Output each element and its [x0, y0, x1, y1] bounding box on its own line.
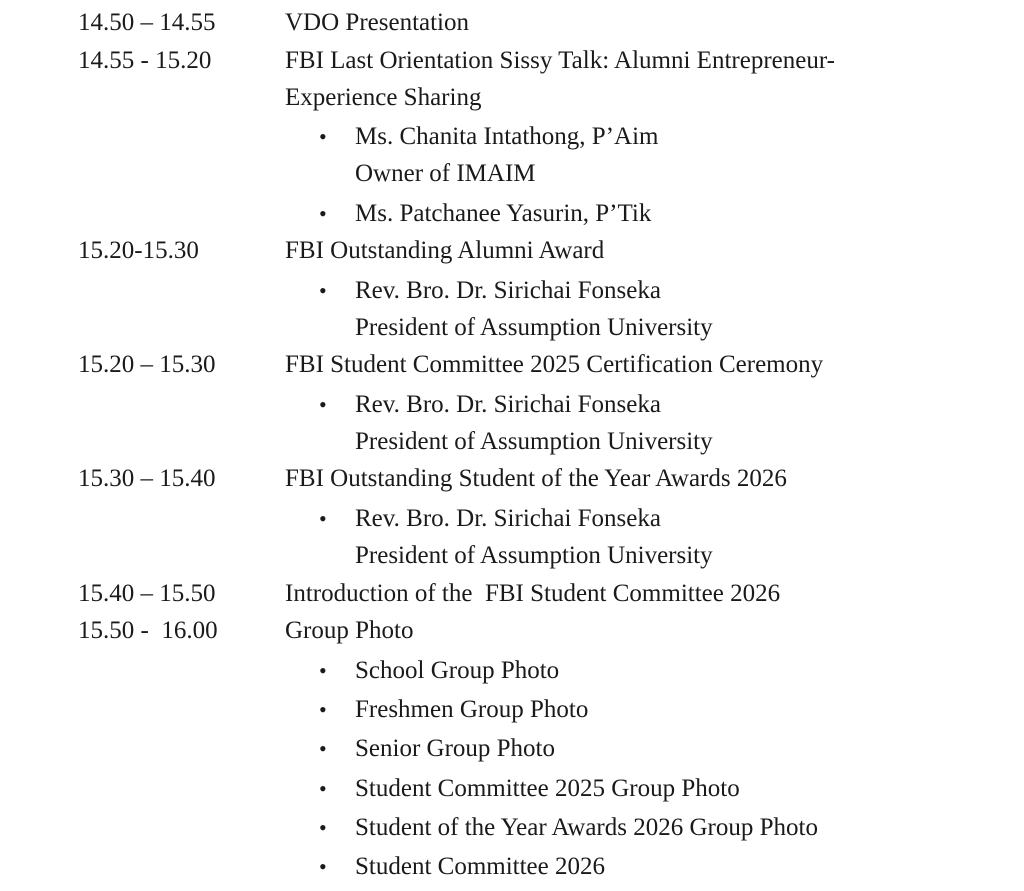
bullet-icon: •: [319, 201, 327, 226]
agenda-time: 15.20 – 15.30: [78, 351, 216, 378]
agenda-time: 15.50 - 16.00: [78, 617, 218, 644]
agenda-row: [0, 575, 1024, 613]
list-item-text: Ms. Patchanee Yasurin, P’Tik: [355, 200, 652, 227]
list-item-continued: [0, 309, 1024, 347]
list-item: [0, 272, 1024, 310]
list-item-text: President of Assumption University: [355, 428, 713, 455]
list-item-text: Freshmen Group Photo: [355, 696, 589, 723]
agenda-row: [0, 232, 1024, 270]
bullet-icon: •: [319, 776, 327, 801]
agenda-row: [0, 4, 1024, 42]
agenda-time: 14.55 - 15.20: [78, 47, 212, 74]
list-item-continued: [0, 155, 1024, 193]
list-item-text: Student Committee 2025 Group Photo: [355, 775, 740, 802]
list-item: [0, 848, 1024, 886]
list-item: [0, 118, 1024, 156]
list-item: [0, 195, 1024, 233]
agenda-title: Group Photo: [285, 617, 414, 644]
list-item: [0, 809, 1024, 847]
agenda-time: 14.50 – 14.55: [78, 9, 216, 36]
list-item-text: President of Assumption University: [355, 542, 713, 569]
agenda-row: [0, 612, 1024, 650]
bullet-icon: •: [319, 854, 327, 879]
agenda-title: Introduction of the FBI Student Committee 2026: [285, 580, 781, 607]
agenda-title: FBI Outstanding Alumni Award: [285, 237, 605, 264]
bullet-icon: •: [319, 392, 327, 417]
list-item-text: Student of the Year Awards 2026 Group Photo: [355, 814, 818, 841]
list-item-text: Rev. Bro. Dr. Sirichai Fonseka: [355, 277, 661, 304]
bullet-icon: •: [319, 658, 327, 683]
bullet-icon: •: [319, 815, 327, 840]
list-item: [0, 691, 1024, 729]
agenda-title: FBI Last Orientation Sissy Talk: Alumni Entrepreneur-: [285, 47, 835, 74]
agenda-row-continued: [0, 79, 1024, 117]
list-item-continued: [0, 537, 1024, 575]
bullet-icon: •: [319, 124, 327, 149]
bullet-icon: •: [319, 697, 327, 722]
agenda-title: VDO Presentation: [285, 9, 469, 36]
list-item-text: Student Committee 2026: [355, 853, 605, 880]
agenda-row: [0, 460, 1024, 498]
agenda-row: [0, 42, 1024, 80]
bullet-icon: •: [319, 278, 327, 303]
agenda-title-continued: Experience Sharing: [285, 84, 482, 111]
list-item-text: Owner of IMAIM: [355, 160, 536, 187]
list-item-text: Ms. Chanita Intathong, P’Aim: [355, 123, 659, 150]
agenda-row: [0, 346, 1024, 384]
list-item-text: President of Assumption University: [355, 314, 713, 341]
bullet-icon: •: [319, 506, 327, 531]
list-item-text: Rev. Bro. Dr. Sirichai Fonseka: [355, 391, 661, 418]
agenda-time: 15.30 – 15.40: [78, 465, 216, 492]
list-item-text: Senior Group Photo: [355, 735, 555, 762]
list-item: [0, 500, 1024, 538]
list-item: [0, 770, 1024, 808]
list-item-text: School Group Photo: [355, 657, 560, 684]
agenda-time: 15.20-15.30: [78, 237, 199, 264]
agenda-time: 15.40 – 15.50: [78, 580, 216, 607]
agenda-title: FBI Outstanding Student of the Year Awards 2026: [285, 465, 787, 492]
list-item-continued: [0, 423, 1024, 461]
list-item: [0, 652, 1024, 690]
bullet-icon: •: [319, 736, 327, 761]
list-item: [0, 730, 1024, 768]
agenda-title: FBI Student Committee 2025 Certification Ceremony: [285, 351, 824, 378]
list-item-text: Rev. Bro. Dr. Sirichai Fonseka: [355, 505, 661, 532]
list-item: [0, 386, 1024, 424]
